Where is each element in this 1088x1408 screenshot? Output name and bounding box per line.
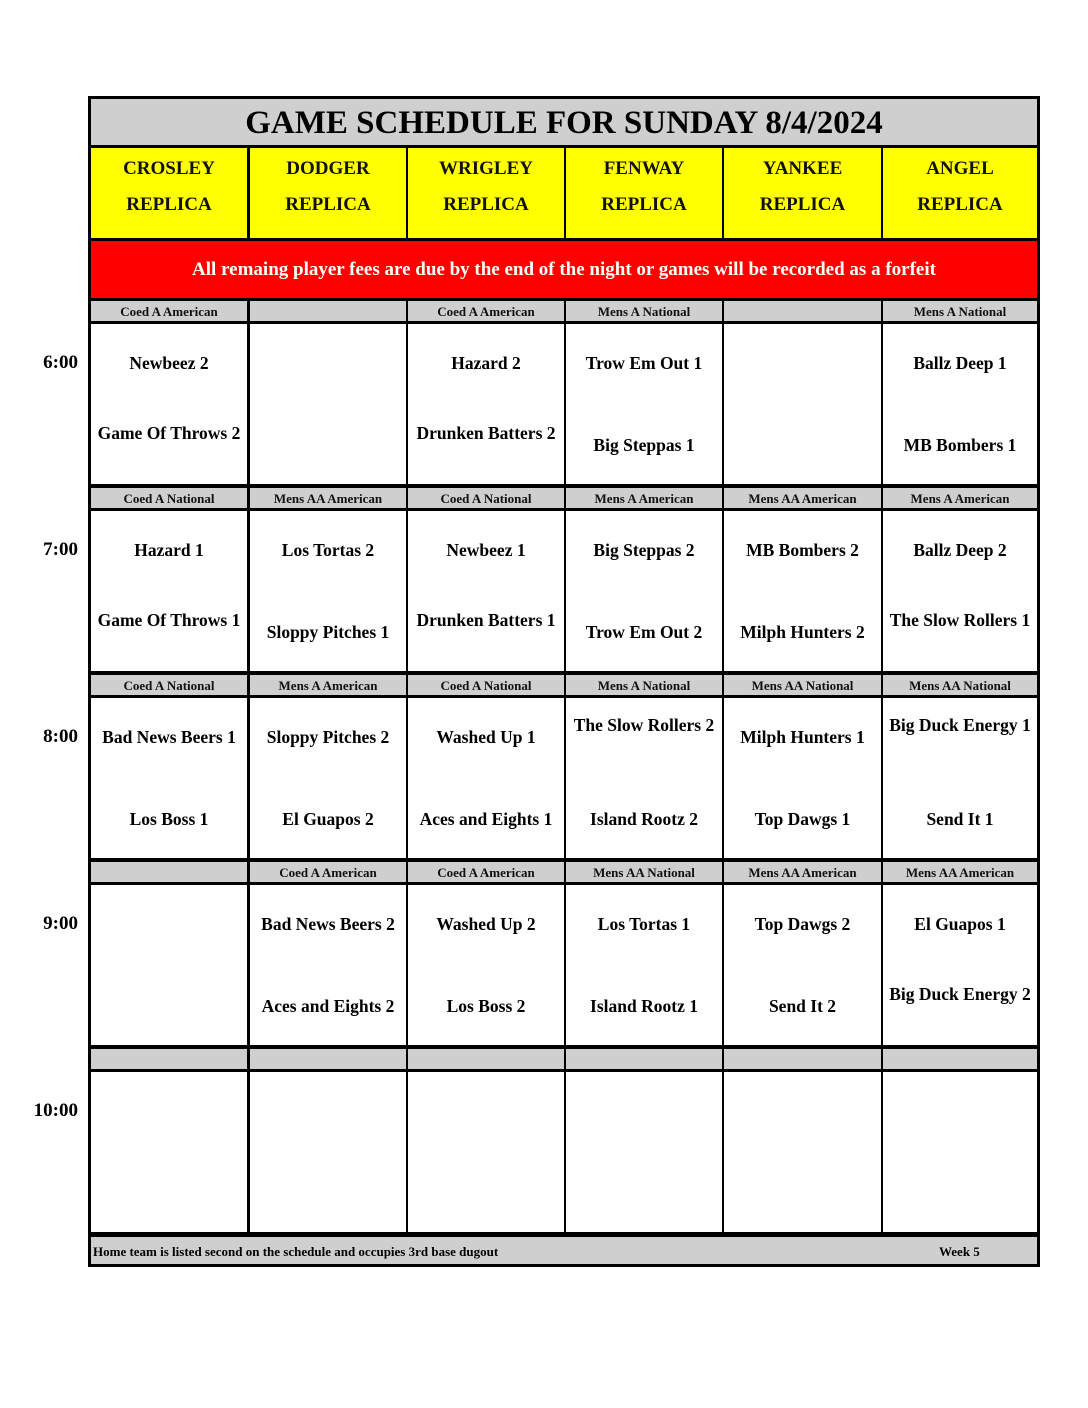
field-subtitle: REPLICA [443, 194, 529, 215]
game-cell [724, 885, 881, 1045]
field-name: YANKEE [762, 158, 843, 179]
home-team: Big Duck Energy 2 [889, 984, 1031, 1004]
game-cell [91, 511, 247, 671]
field-header-wrigley [408, 148, 564, 238]
division-label [566, 1049, 722, 1069]
division-label: Mens A American [566, 488, 722, 508]
field-header-row [91, 148, 1037, 238]
game-cell [883, 885, 1037, 1045]
division-label [883, 1049, 1037, 1069]
game-cell [883, 1072, 1037, 1232]
game-cell [408, 885, 564, 1045]
away-team: Hazard 1 [134, 540, 204, 560]
division-label: Mens AA American [724, 488, 881, 508]
game-cell [724, 698, 881, 858]
home-team: El Guapos 2 [282, 809, 374, 829]
home-team: Game Of Throws 2 [97, 423, 241, 443]
home-team: Drunken Batters 1 [416, 610, 556, 630]
game-cell [566, 885, 722, 1045]
field-header-dodger [250, 148, 406, 238]
division-label: Coed A National [91, 675, 247, 695]
division-label: Coed A National [408, 488, 564, 508]
away-team: Los Tortas 1 [597, 914, 691, 934]
away-team: Bad News Beers 1 [102, 727, 236, 747]
away-team: Milph Hunters 1 [740, 727, 865, 747]
home-team: Sloppy Pitches 1 [266, 622, 390, 642]
division-label: Coed A American [408, 301, 564, 321]
page-title: GAME SCHEDULE FOR SUNDAY 8/4/2024 [91, 99, 1037, 145]
game-cell [566, 324, 722, 484]
field-name: WRIGLEY [439, 158, 533, 179]
game-cell [566, 511, 722, 671]
game-cell [250, 511, 406, 671]
game-cell [91, 885, 247, 1045]
field-header-yankee [724, 148, 881, 238]
division-label: Coed A National [91, 488, 247, 508]
division-label: Mens A National [566, 301, 722, 321]
home-team: Island Rootz 2 [590, 809, 698, 829]
game-cell [250, 1072, 406, 1232]
away-team: Hazard 2 [451, 353, 521, 373]
home-team: Send It 2 [768, 996, 837, 1016]
away-team: Newbeez 2 [129, 353, 209, 373]
away-team: Ballz Deep 1 [913, 353, 1007, 373]
field-name: CROSLEY [123, 158, 215, 179]
away-team: El Guapos 1 [914, 914, 1006, 934]
division-label: Mens AA American [883, 862, 1037, 882]
time-label: 6:00 [43, 352, 78, 373]
home-team: Send It 1 [926, 809, 994, 829]
home-team: Top Dawgs 1 [754, 809, 851, 829]
division-label: Mens AA American [724, 862, 881, 882]
field-subtitle: REPLICA [917, 194, 1003, 215]
division-label: Coed A National [408, 675, 564, 695]
time-label: 7:00 [43, 539, 78, 560]
division-label: Mens AA American [250, 488, 406, 508]
game-cell [408, 698, 564, 858]
away-team: The Slow Rollers 2 [573, 715, 715, 735]
schedule-table [88, 96, 1040, 1267]
away-team: Bad News Beers 2 [261, 914, 395, 934]
game-cell [724, 511, 881, 671]
game-cell [250, 324, 406, 484]
time-label: 9:00 [43, 913, 78, 934]
home-team-note: Home team is listed second on the schedule and occupies 3rd base dugout [93, 1244, 499, 1259]
home-team: The Slow Rollers 1 [889, 610, 1031, 630]
field-header-crosley [91, 148, 247, 238]
division-label: Mens AA National [566, 862, 722, 882]
division-label: Coed A American [408, 862, 564, 882]
game-cell [408, 324, 564, 484]
home-team: Big Steppas 1 [593, 435, 695, 455]
game-cell [724, 1072, 881, 1232]
home-team: Los Boss 2 [446, 996, 526, 1016]
game-cell [250, 698, 406, 858]
field-subtitle: REPLICA [126, 194, 212, 215]
game-cell [566, 698, 722, 858]
home-team: Los Boss 1 [129, 809, 209, 829]
home-team: Trow Em Out 2 [585, 622, 703, 642]
game-cell [91, 324, 247, 484]
game-cell [883, 324, 1037, 484]
week-label: Week 5 [939, 1244, 980, 1259]
field-header-angel [883, 148, 1037, 238]
home-team: Drunken Batters 2 [416, 423, 556, 443]
game-cell [883, 698, 1037, 858]
division-label: Mens AA National [883, 675, 1037, 695]
game-cell [91, 1072, 247, 1232]
away-team: MB Bombers 2 [746, 540, 859, 560]
division-label [250, 1049, 406, 1069]
away-team: Top Dawgs 2 [754, 914, 851, 934]
division-label [724, 1049, 881, 1069]
game-cell [408, 1072, 564, 1232]
away-team: Sloppy Pitches 2 [266, 727, 390, 747]
home-team: MB Bombers 1 [903, 435, 1017, 455]
field-name: ANGEL [926, 158, 994, 179]
field-subtitle: REPLICA [759, 194, 846, 215]
away-team: Big Steppas 2 [593, 540, 695, 560]
division-label: Mens A American [250, 675, 406, 695]
field-subtitle: REPLICA [285, 194, 371, 215]
away-team: Trow Em Out 1 [585, 353, 703, 373]
division-label: Coed A American [91, 301, 247, 321]
footer-bar [91, 1237, 1037, 1264]
home-team: Aces and Eights 2 [261, 996, 395, 1016]
field-header-fenway [566, 148, 722, 238]
home-team: Game Of Throws 1 [97, 610, 241, 630]
division-label [91, 1049, 247, 1069]
game-cell [566, 1072, 722, 1232]
division-label: Mens A National [566, 675, 722, 695]
division-label: Coed A American [250, 862, 406, 882]
field-subtitle: REPLICA [601, 194, 687, 215]
time-label: 8:00 [43, 726, 78, 747]
field-name: FENWAY [603, 158, 685, 179]
game-cell [724, 324, 881, 484]
division-label [724, 301, 881, 321]
away-team: Washed Up 2 [436, 914, 536, 934]
home-team: Milph Hunters 2 [740, 622, 865, 642]
away-team: Washed Up 1 [436, 727, 536, 747]
home-team: Island Rootz 1 [590, 996, 698, 1016]
time-label: 10:00 [33, 1100, 78, 1121]
away-team: Ballz Deep 2 [913, 540, 1007, 560]
division-label: Mens A American [883, 488, 1037, 508]
division-label [91, 862, 247, 882]
game-cell [408, 511, 564, 671]
time-column [0, 0, 88, 1408]
away-team: Newbeez 1 [446, 540, 526, 560]
away-team: Los Tortas 2 [281, 540, 375, 560]
field-name: DODGER [286, 158, 370, 179]
away-team: Big Duck Energy 1 [889, 715, 1031, 735]
game-cell [91, 698, 247, 858]
division-label [250, 301, 406, 321]
division-label: Mens AA National [724, 675, 881, 695]
game-cell [250, 885, 406, 1045]
game-cell [883, 511, 1037, 671]
division-label: Mens A National [883, 301, 1037, 321]
home-team: Aces and Eights 1 [419, 809, 553, 829]
fee-notice-banner: All remaing player fees are due by the end of the night or games will be recorded as a forfeit [91, 241, 1037, 298]
division-label [408, 1049, 564, 1069]
